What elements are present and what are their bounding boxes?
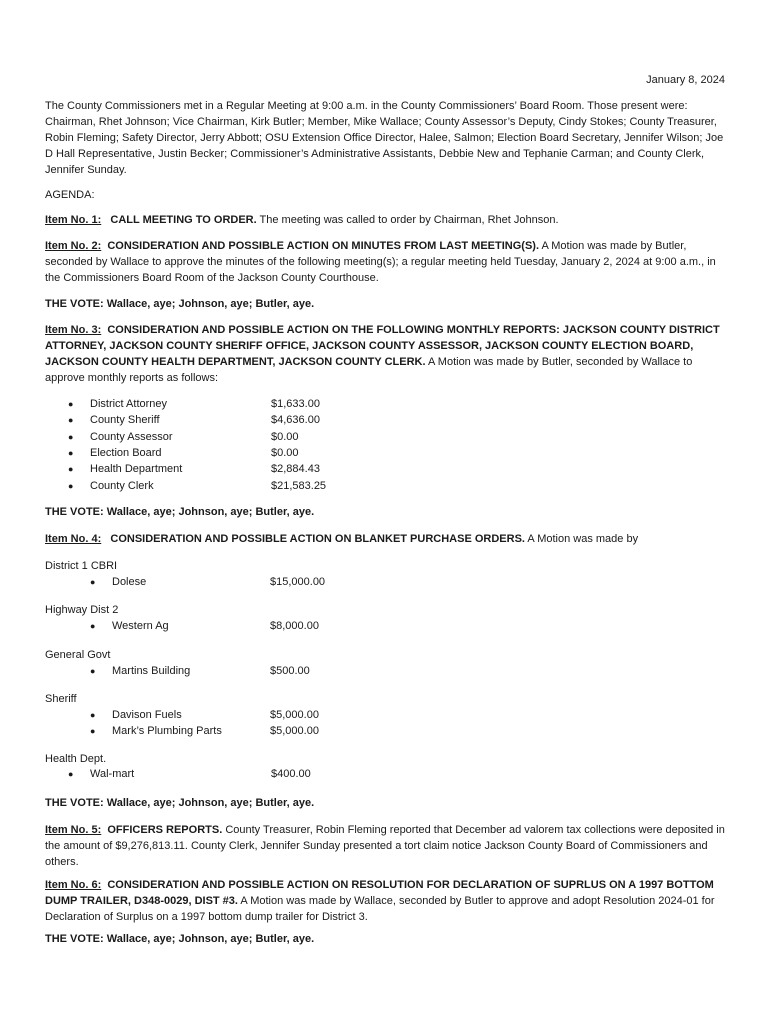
list-item	[68, 461, 326, 477]
vendor-name: Martins Building	[112, 665, 191, 678]
bullet-icon: ●	[68, 769, 74, 780]
item-5-text: County Treasurer, Robin Fleming reported that December ad valorem tax collections were deposited in the amount of $9,276,813.11. County Clerk, Jennifer Sunday presented a tort claim notice Jackson County Board of Commissioners and others.	[45, 824, 725, 868]
report-amount: $21,583.25	[271, 479, 327, 492]
bullet-icon: ●	[90, 710, 96, 721]
vendor-amount: $5,000.00	[270, 709, 319, 722]
item-4-label: Item No. 4:	[45, 533, 102, 545]
item-5	[45, 822, 725, 870]
list-item	[90, 723, 319, 739]
list-item	[90, 618, 319, 634]
item-6-heading: CONSIDERATION AND POSSIBLE ACTION ON RESOLUTION FOR DECLARATION OF SUPRLUS ON A 1997 BOTTOM DUMP TRAILER, D348-0029, DIST #3.	[45, 879, 714, 907]
report-amount: $0.00	[271, 447, 299, 460]
item-3	[45, 322, 725, 386]
item-4-heading: CONSIDERATION AND POSSIBLE ACTION ON BLANKET PURCHASE ORDERS.	[110, 533, 525, 545]
item-6-label: Item No. 6:	[45, 879, 102, 891]
item-3-heading: CONSIDERATION AND POSSIBLE ACTION ON THE FOLLOWING MONTHLY REPORTS: JACKSON COUNTY DISTRICT ATTORNEY, JACKSON COUNTY SHERIFF OFFICE, JACKSON COUNTY ASSESSOR, JACKSON COUNTY ELECTION BOARD, JACKSON COUNTY HEALTH DEPARTMENT, JACKSON COUNTY CLERK.	[45, 324, 720, 368]
bullet-icon: ●	[90, 577, 96, 588]
item-1-text: The meeting was called to order by Chairman, Rhet Johnson.	[256, 214, 559, 226]
item-6-text: A Motion was made by Wallace, seconded by Butler to approve and adopt Resolution 2024-01 for Declaration of Surplus on a 1997 bottom dump trailer for District 3.	[45, 895, 715, 923]
report-name: Health Department	[90, 463, 183, 476]
vendor-name: Western Ag	[112, 620, 169, 633]
list-item	[90, 663, 310, 679]
item-1-label: Item No. 1:	[45, 214, 102, 226]
item-3-text: A Motion was made by Butler, seconded by Wallace to approve monthly reports as follows:	[45, 356, 693, 384]
bullet-icon: ●	[90, 726, 96, 737]
vote-item-2: THE VOTE: Wallace, aye; Johnson, aye; Butler, aye.	[45, 298, 315, 310]
report-name: County Assessor	[90, 430, 173, 443]
report-name: District Attorney	[90, 398, 168, 411]
meeting-date: January 8, 2024	[646, 74, 725, 86]
po-group-title: Highway Dist 2	[45, 604, 119, 616]
agenda-label: AGENDA:	[45, 189, 95, 201]
item-2	[45, 238, 725, 286]
bullet-icon: ●	[68, 480, 74, 491]
report-name: County Clerk	[90, 479, 154, 492]
po-list	[68, 766, 311, 782]
list-item	[68, 445, 326, 461]
monthly-reports-list	[68, 396, 326, 494]
list-item	[90, 574, 325, 590]
report-name: County Sheriff	[90, 414, 160, 427]
bullet-icon: ●	[90, 666, 96, 677]
report-amount: $4,636.00	[271, 414, 320, 427]
vendor-amount: $5,000.00	[270, 725, 319, 738]
item-4	[45, 531, 725, 547]
bullet-icon: ●	[68, 431, 74, 442]
item-5-heading: OFFICERS REPORTS.	[107, 824, 223, 836]
vendor-amount: $500.00	[270, 665, 310, 678]
vote-item-6: THE VOTE: Wallace, aye; Johnson, aye; Butler, aye.	[45, 933, 315, 945]
po-list	[90, 707, 319, 740]
vendor-amount: $15,000.00	[270, 576, 326, 589]
item-5-label: Item No. 5:	[45, 824, 102, 836]
item-3-label: Item No. 3:	[45, 324, 102, 336]
list-item	[68, 429, 326, 445]
vendor-amount: $8,000.00	[270, 620, 319, 633]
bullet-icon: ●	[68, 448, 74, 459]
list-item	[68, 766, 311, 782]
item-2-text: A Motion was made by Butler, seconded by Wallace to approve the minutes of the following meeting(s); a regular meeting held Tuesday, January 2, 2024 at 9:00 a.m., in the Commissioners Board Room of the Jackson County Courthouse.	[45, 240, 716, 284]
vendor-name: Wal-mart	[90, 768, 135, 781]
item-1-heading: CALL MEETING TO ORDER.	[110, 214, 257, 226]
po-group-title: Sheriff	[45, 693, 77, 705]
intro-paragraph: The County Commissioners met in a Regular Meeting at 9:00 a.m. in the County Commissioners’ Board Room. Those present were: Chairman, Rhet Johnson; Vice Chairman, Kirk Butler; Member, Mike Wallace; County Assessor’s Deputy, Cindy Stokes; County Treasurer, Robin Fleming; Safety Director, Jerry Abbott; OSU Extension Office Director, Halee, Salmon; Election Board Secretary, Jennifer Wilson; Joe D Hall Representative, Justin Becker; Commissioner’s Administrative Assistants, Debbie New and Tephanie Carman; and County Clerk, Jennifer Sunday.	[45, 100, 724, 176]
vendor-name: Mark’s Plumbing Parts	[112, 725, 222, 738]
item-4-text: A Motion was made by	[524, 533, 639, 545]
vendor-name: Dolese	[112, 576, 147, 589]
bullet-icon: ●	[68, 464, 74, 475]
vendor-name: Davison Fuels	[112, 709, 182, 722]
list-item	[68, 396, 326, 412]
vote-item-3: THE VOTE: Wallace, aye; Johnson, aye; Butler, aye.	[45, 506, 315, 518]
list-item	[90, 707, 319, 723]
po-list	[90, 618, 319, 634]
item-2-label: Item No. 2:	[45, 240, 102, 252]
po-list	[90, 574, 325, 590]
list-item	[68, 477, 326, 493]
po-list	[90, 663, 310, 679]
po-group-title: General Govt	[45, 649, 111, 661]
bullet-icon: ●	[90, 621, 96, 632]
po-group-title: District 1 CBRI	[45, 560, 118, 572]
bullet-icon: ●	[68, 415, 74, 426]
item-2-heading: CONSIDERATION AND POSSIBLE ACTION ON MINUTES FROM LAST MEETING(S).	[107, 240, 540, 252]
report-amount: $2,884.43	[271, 463, 320, 476]
vote-item-4: THE VOTE: Wallace, aye; Johnson, aye; Butler, aye.	[45, 797, 315, 809]
bullet-icon: ●	[68, 399, 74, 410]
vendor-amount: $400.00	[271, 768, 311, 781]
item-1	[45, 212, 725, 228]
po-group-title: Health Dept.	[45, 753, 107, 765]
report-amount: $1,633.00	[271, 398, 320, 411]
report-name: Election Board	[90, 447, 162, 460]
report-amount: $0.00	[271, 430, 299, 443]
list-item	[68, 412, 326, 428]
item-6	[45, 877, 725, 925]
